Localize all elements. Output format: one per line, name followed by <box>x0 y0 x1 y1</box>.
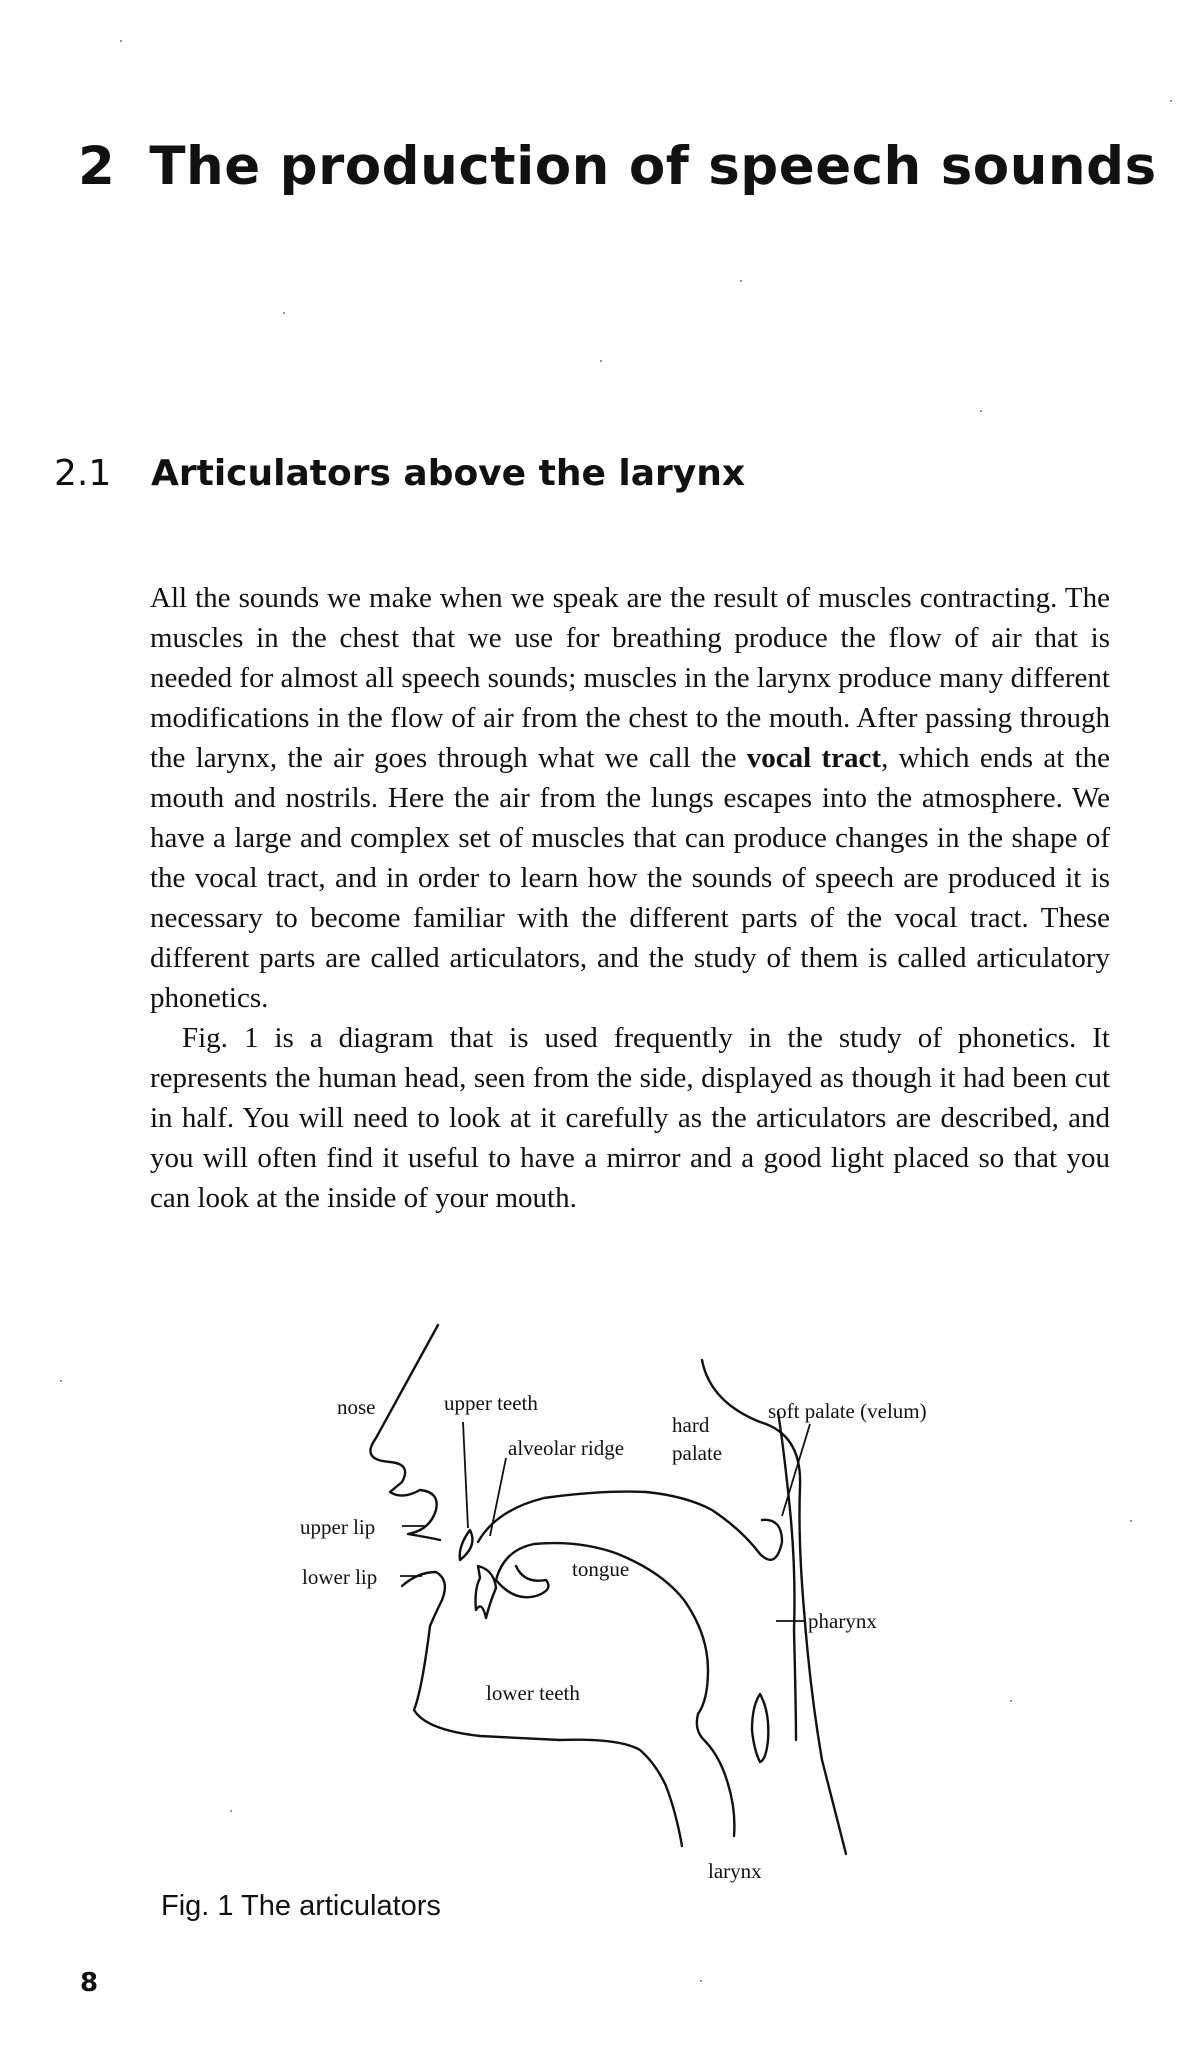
label-soft-palate: soft palate (velum) <box>768 1399 927 1423</box>
chapter-title-text: The production of speech sounds <box>149 136 1157 197</box>
lower-lip-line <box>402 1572 445 1626</box>
vocal-tract-diagram <box>290 1310 990 1890</box>
lower-teeth-outline <box>476 1566 497 1618</box>
section-title-text: Articulators above the larynx <box>151 453 746 494</box>
upper-teeth-outline <box>460 1530 473 1560</box>
articulators-figure <box>290 1310 990 1890</box>
term-vocal-tract: vocal tract <box>746 742 882 774</box>
text-run: . <box>261 982 269 1014</box>
scan-speck <box>600 360 602 362</box>
label-nose: nose <box>337 1395 376 1419</box>
label-upper-lip: upper lip <box>300 1515 376 1539</box>
label-lower-lip: lower lip <box>302 1565 378 1589</box>
leader-alveolar-ridge <box>490 1458 506 1536</box>
pharynx-back-wall <box>702 1360 846 1854</box>
label-larynx: larynx <box>708 1859 762 1883</box>
body-text <box>150 578 1110 1218</box>
scan-speck <box>1130 1520 1132 1522</box>
leader-upper-teeth <box>463 1422 468 1528</box>
face-profile-line <box>370 1325 438 1496</box>
paragraph-1 <box>150 578 1110 1018</box>
scan-speck <box>740 280 742 282</box>
text-run: All the sounds we make when we speak are the result of muscles contracting. The muscles in the chest that we use for breathing produce the flow of air that is needed for almost all speech sounds; muscles in the larynx produce many different modifications in the flow of air from the chest to the mouth. After passing through the larynx, the air goes through what we call the <box>150 582 1110 774</box>
label-pharynx: pharynx <box>808 1609 877 1633</box>
label-alveolar-ridge: alveolar ridge <box>508 1436 625 1460</box>
term-articulators: articulators <box>449 942 580 974</box>
epiglottis <box>752 1694 768 1762</box>
scan-speck <box>230 1810 232 1812</box>
chapter-number: 2 <box>78 136 116 197</box>
section-number: 2.1 <box>54 453 112 494</box>
scan-speck <box>700 1980 702 1982</box>
scan-speck <box>120 40 122 42</box>
palate-line <box>478 1492 782 1560</box>
tongue-tip <box>496 1566 548 1597</box>
scan-speck <box>60 1380 62 1382</box>
upper-lip-line <box>408 1490 440 1540</box>
scan-speck <box>980 410 982 412</box>
section-title <box>54 453 746 494</box>
label-upper-teeth: upper teeth <box>444 1391 538 1415</box>
text-run: , and the study of them is called <box>579 942 977 974</box>
figure-caption: Fig. 1 The articulators <box>161 1890 441 1922</box>
pharynx-wall-line <box>778 1412 796 1740</box>
label-hard: hard <box>672 1413 710 1437</box>
label-palate: palate <box>672 1441 723 1465</box>
paragraph-2: Fig. 1 is a diagram that is used frequently in the study of phonetics. It represents the human head, seen from the side, displayed as though it had been cut in half. You will need to look at it carefully as the articulators are described, and you will often find it useful to have a mirror and a good light placed so that you can look at the inside of your mouth. <box>150 1022 1110 1214</box>
term-articulatory-phonetics: articulatory phonetics <box>150 942 1111 1014</box>
text-run: , which ends at the mouth and nostrils. Here the air from the lungs escapes into the atmosphere. We have a large and complex set of muscles that can produce changes in the shape of the vocal tract, and in order to learn how the sounds of speech are produced it is necessary to become familiar with the different parts of the vocal tract. These different parts are called <box>150 742 1110 974</box>
page-number: 8 <box>80 1968 99 1998</box>
label-tongue: tongue <box>572 1557 630 1581</box>
chin-line <box>414 1626 682 1846</box>
scan-speck <box>1010 1700 1012 1702</box>
scan-speck <box>1170 100 1172 102</box>
chapter-title <box>78 136 1157 197</box>
label-lower-teeth: lower teeth <box>486 1681 580 1705</box>
scan-speck <box>283 312 285 314</box>
